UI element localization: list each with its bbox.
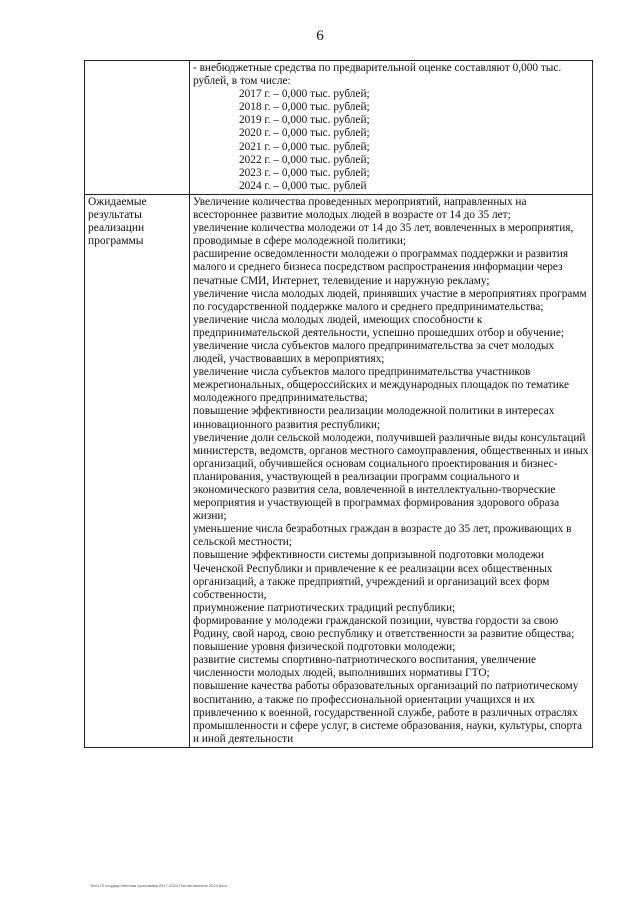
result-item: повышение эффективности системы допризывной подготовки молодежи Чеченской Республики и привлечение к ее реализации всех общественных организаций, а также предприятий, учреждений и организаций всех форм собственности,: [193, 549, 553, 601]
result-item: Увеличение количества проведенных мероприятий, направленных на всестороннее развитие молодых людей в возрасте от 14 до 35 лет;: [193, 195, 527, 222]
funding-content-cell: [190, 61, 593, 195]
result-item: повышение уровня физической подготовки молодежи;: [193, 641, 456, 654]
result-item: расширение осведомленности молодежи о программах поддержки и развития малого и среднего бизнеса посредством распространения информации через печатные СМИ, Интернет, телевидение и наружную рекламу;: [193, 248, 569, 287]
funding-label-cell: [85, 61, 190, 195]
funding-year-2017: 2017 г. – 0,000 тыс. рублей;: [239, 88, 370, 101]
result-item: увеличение доли сельской молодежи, получившей различные виды консультаций министерств, ведомств, органов местного самоуправления, общественных и иных организаций, обучившейся основам социального проектирования и бизнес-планирования, участвующей в реализации программ социального и экономического развития села, вовлеченной в интеллектуально-творческие мероприятия и участвующей в программах формирования здорового образа жизни;: [193, 431, 589, 523]
funding-row: [85, 61, 593, 195]
program-passport-table: [84, 60, 593, 748]
funding-year-2022: 2022 г. – 0,000 тыс. рублей;: [239, 153, 370, 166]
funding-intro: - внебюджетные средства по предварительной оценке составляют 0,000 тыс. рублей, в том числе:: [193, 62, 562, 88]
result-item: увеличение числа молодых людей, имеющих способности к предпринимательской деятельности, успешно прошедших отбор и обучение;: [193, 313, 564, 339]
funding-year-list: [193, 88, 589, 193]
funding-year-2019: 2019 г. – 0,000 тыс. рублей;: [239, 114, 370, 127]
result-item: развитие системы спортивно-патриотического воспитания, увеличение численности молодых людей, выполнивших нормативы ГТО;: [193, 654, 537, 680]
result-item: повышение качества работы образовательных организаций по патриотическому воспитанию, а также по профессиональной ориентации учащихся и их привлечению к военной, государственной службе, работе в различных отраслях промышленности и сфере услуг, в системе образования, науки, культуры, спорта и иной деятельности: [193, 680, 583, 745]
funding-year-2021: 2021 г. – 0,000 тыс. рублей;: [239, 140, 370, 153]
funding-year-2020: 2020 г. – 0,000 тыс. рублей;: [239, 127, 370, 140]
results-content-cell: [190, 194, 593, 747]
page-number: 6: [316, 28, 324, 44]
result-item: увеличение числа субъектов малого предпринимательства участников межрегиональных, общероссийских и международных площадок по тематике молодежного предпринимательства;: [193, 366, 570, 405]
result-item: увеличение числа молодых людей, принявших участие в мероприятиях программ по государственной поддержке малого и среднего предпринимательства;: [193, 287, 587, 313]
result-item: повышение эффективности реализации молодежной политики в интересах инновационного развития республики;: [193, 405, 555, 431]
funding-year-2023: 2023 г. – 0,000 тыс. рублей;: [239, 166, 370, 179]
results-list: [193, 196, 589, 746]
results-row: [85, 194, 593, 747]
result-item: приумножение патриотических традиций республики;: [193, 601, 456, 614]
result-item: формирование у молодежи гражданской позиции, чувства гордости за свою Родину, свой народ, свою республику и ответственности за развитие общества;: [193, 614, 575, 641]
funding-year-2018: 2018 г. – 0,000 тыс. рублей;: [239, 101, 370, 114]
result-item: увеличение числа субъектов малого предпринимательства за счет молодых людей, участвовавших в мероприятиях;: [193, 339, 555, 366]
result-item: увеличение количества молодежи от 14 до 35 лет, вовлеченных в мероприятия, проводимые в сфере молодежной политики;: [193, 222, 574, 248]
results-label: Ожидаемые результаты реализации программы: [85, 194, 190, 747]
funding-year-2024: 2024 г. – 0,000 тыс. рублей: [239, 179, 367, 192]
result-item: уменьшение числа безработных граждан в возрасте до 35 лет, проживающих в сельской местности;: [193, 523, 572, 549]
footer-note: Text170 государственная программа 2017-2024 Постановление 2024 docx: [90, 883, 228, 888]
